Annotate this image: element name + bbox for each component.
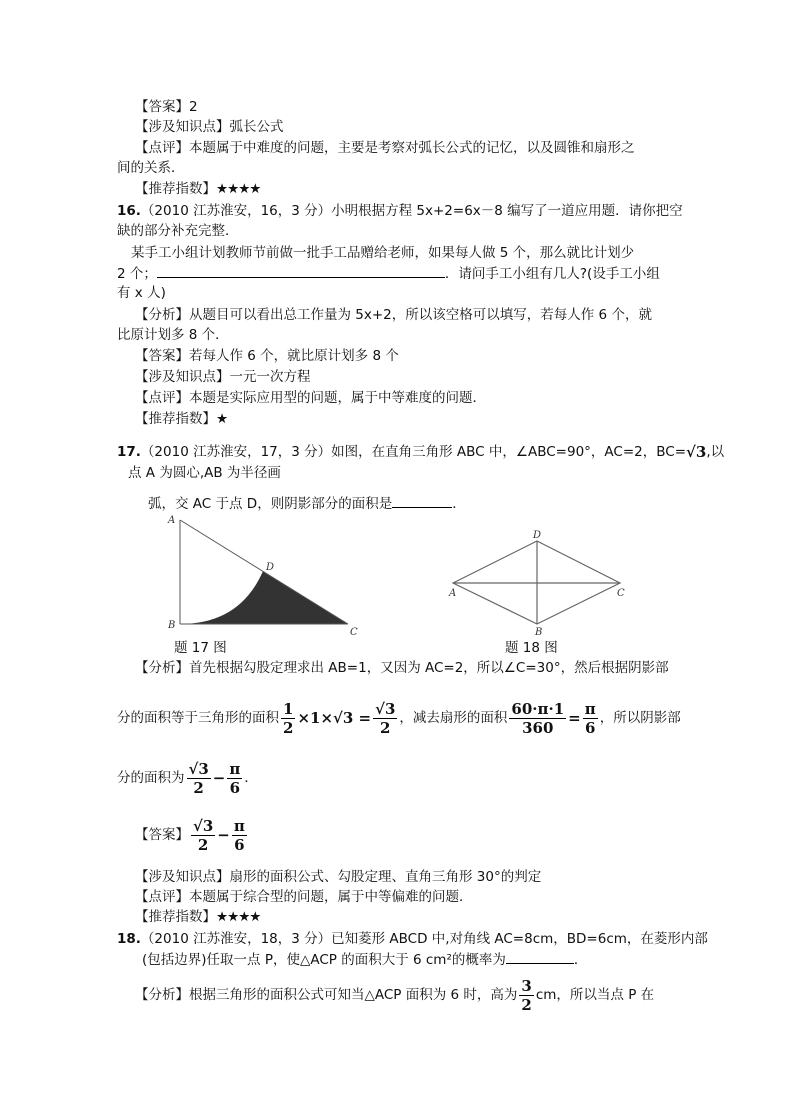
q18-stem <box>117 929 708 949</box>
label-c: C <box>617 588 625 599</box>
answer-blank <box>157 263 445 278</box>
text: 分的面积等于三角形的面积 <box>117 710 279 726</box>
q17-analysis: 【分析】首先根据勾股定理求出 AB=1，又因为 AC=2，所以∠C=30°，然后根据阴影部 <box>135 660 669 676</box>
text: cm，所以当点 P 在 <box>535 987 655 1003</box>
q16-analysis-cont: 比原计划多 8 个． <box>117 327 229 343</box>
star-rating: ★★★★ <box>216 909 261 925</box>
label-a: A <box>449 588 457 599</box>
q15-knowledge: 【涉及知识点】弧长公式 <box>135 119 284 135</box>
question-number: 17. <box>117 444 141 460</box>
q17-answer <box>135 815 249 855</box>
label-c: C <box>350 627 358 638</box>
q16-comment: 【点评】本题是实际应用型的问题，属于中等难度的问题． <box>135 390 486 406</box>
star-rating: ★★★★ <box>216 181 261 197</box>
fraction-sector: $\frac{60\cdot\pi\cdot 1}{360}$ <box>511 699 565 737</box>
stem-text: (包括边界)任取一点 P，使△ACP 的面积大于 6 cm²的概率为 <box>142 952 506 968</box>
math-eq: = <box>568 709 581 727</box>
label-b: B <box>535 627 543 638</box>
label-a: A <box>168 515 176 526</box>
q17-stem <box>117 442 724 462</box>
label-d: D <box>533 530 542 541</box>
q17-rating <box>135 907 260 927</box>
label-d: D <box>266 562 275 573</box>
math-minus: − <box>212 769 226 787</box>
q17-knowledge: 【涉及知识点】扇形的面积公式、勾股定理、直角三角形 30°的判定 <box>135 869 542 885</box>
fraction-sqrt3-over-2: $\frac{√3}{2}$ <box>193 816 214 854</box>
text: 【分析】根据三角形的面积公式可知当△ACP 面积为 6 时，高为 <box>135 987 518 1003</box>
math-minus: − <box>217 826 230 844</box>
q15-rating <box>135 179 260 199</box>
fraction-pi-over-6: $\frac{\pi}{6}$ <box>584 699 596 737</box>
fraction-pi-over-6: $\frac{\pi}{6}$ <box>229 759 241 797</box>
rating-label: 【推荐指数】 <box>135 181 216 197</box>
q17-analysis-2 <box>117 698 681 738</box>
fig18-caption: 题 18 图 <box>505 640 558 656</box>
math-expr: ×1×√3 = <box>297 709 372 727</box>
fraction-sqrt3-over-2: $\frac{√3}{2}$ <box>375 699 396 737</box>
stem-text: ,以 <box>706 444 725 460</box>
q16-stem <box>117 201 683 221</box>
q17-stem-2: 点 A 为圆心,AB 为半径画 <box>128 465 281 481</box>
stem-text: （2010 江苏淮安，17，3 分）如图，在直角三角形 ABC 中，∠ABC=90°，AC=2，BC= <box>140 444 687 460</box>
q15-answer: 【答案】2 <box>135 99 198 115</box>
stem-text: （2010 江苏淮安，18，3 分）已知菱形 ABCD 中,对角线 AC=8cm，BD=6cm，在菱形内部 <box>140 931 708 947</box>
q16-analysis: 【分析】从题目可以看出总工作量为 5x+2，所以该空格可以填写，若每人作 6 个，就 <box>135 307 652 323</box>
stem-text: 2 个； <box>117 266 157 282</box>
stem-text: 弧，交 AC 于点 D，则阴影部分的面积是 <box>148 496 393 512</box>
q16-stem-cont: 缺的部分补充完整． <box>117 223 239 239</box>
q15-comment-cont: 间的关系． <box>117 160 185 176</box>
math-sqrt3: √3 <box>686 443 707 461</box>
period: ． <box>244 770 258 786</box>
text: ，所以阴影部 <box>599 710 681 726</box>
q17-stem-3: 弧，交 AC 于点 D，则阴影部分的面积是 ． <box>148 493 466 514</box>
q17-comment: 【点评】本题属于综合型的问题，属于中等偏难的问题． <box>135 889 473 905</box>
text: 【答案】 <box>135 827 189 843</box>
label-b: B <box>168 620 176 631</box>
q16-stem-4 <box>117 263 660 284</box>
fig17-caption: 题 17 图 <box>174 640 227 656</box>
q18-analysis <box>135 975 654 1015</box>
fraction-3-over-2: $\frac{3}{2}$ <box>521 976 532 1014</box>
q16-rating <box>135 409 228 429</box>
answer-blank <box>506 949 574 964</box>
figure-17 <box>167 515 358 638</box>
rating-label: 【推荐指数】 <box>135 411 216 427</box>
q15-comment: 【点评】本题属于中难度的问题，主要是考察对弧长公式的记忆，以及圆锥和扇形之 <box>135 140 635 156</box>
stem-text: （2010 江苏淮安，16，3 分）小明根据方程 5x+2=6x－8 编写了一道应用题．请你把空 <box>140 203 683 219</box>
figure-18 <box>453 541 620 624</box>
q16-stem-3: 某手工小组计划教师节前做一批手工品赠给老师，如果每人做 5 个，那么就比计划少 <box>131 245 635 261</box>
text: ，减去扇形的面积 <box>399 710 508 726</box>
answer-blank <box>392 493 452 508</box>
question-number: 16. <box>117 203 141 219</box>
q16-answer: 【答案】若每人作 6 个，就比原计划多 8 个 <box>135 348 399 364</box>
q18-stem-2 <box>142 949 587 970</box>
shaded-region <box>180 571 348 624</box>
fraction-pi-over-6: $\frac{\pi}{6}$ <box>233 816 245 854</box>
figures <box>160 510 680 640</box>
stem-text: ．请问手工小组有几人?(设手工小组 <box>444 266 660 282</box>
star-rating: ★ <box>216 411 229 427</box>
rating-label: 【推荐指数】 <box>135 909 216 925</box>
q16-stem-5: 有 x 人) <box>117 285 166 301</box>
text: 分的面积为 <box>117 770 185 786</box>
q17-analysis-3 <box>117 758 258 798</box>
period: ． <box>573 952 588 968</box>
question-number: 18. <box>117 931 141 947</box>
fraction-half: $\frac{1}{2}$ <box>283 699 294 737</box>
q16-knowledge: 【涉及知识点】一元一次方程 <box>135 369 311 385</box>
fraction-sqrt3-over-2: $\frac{√3}{2}$ <box>188 759 209 797</box>
